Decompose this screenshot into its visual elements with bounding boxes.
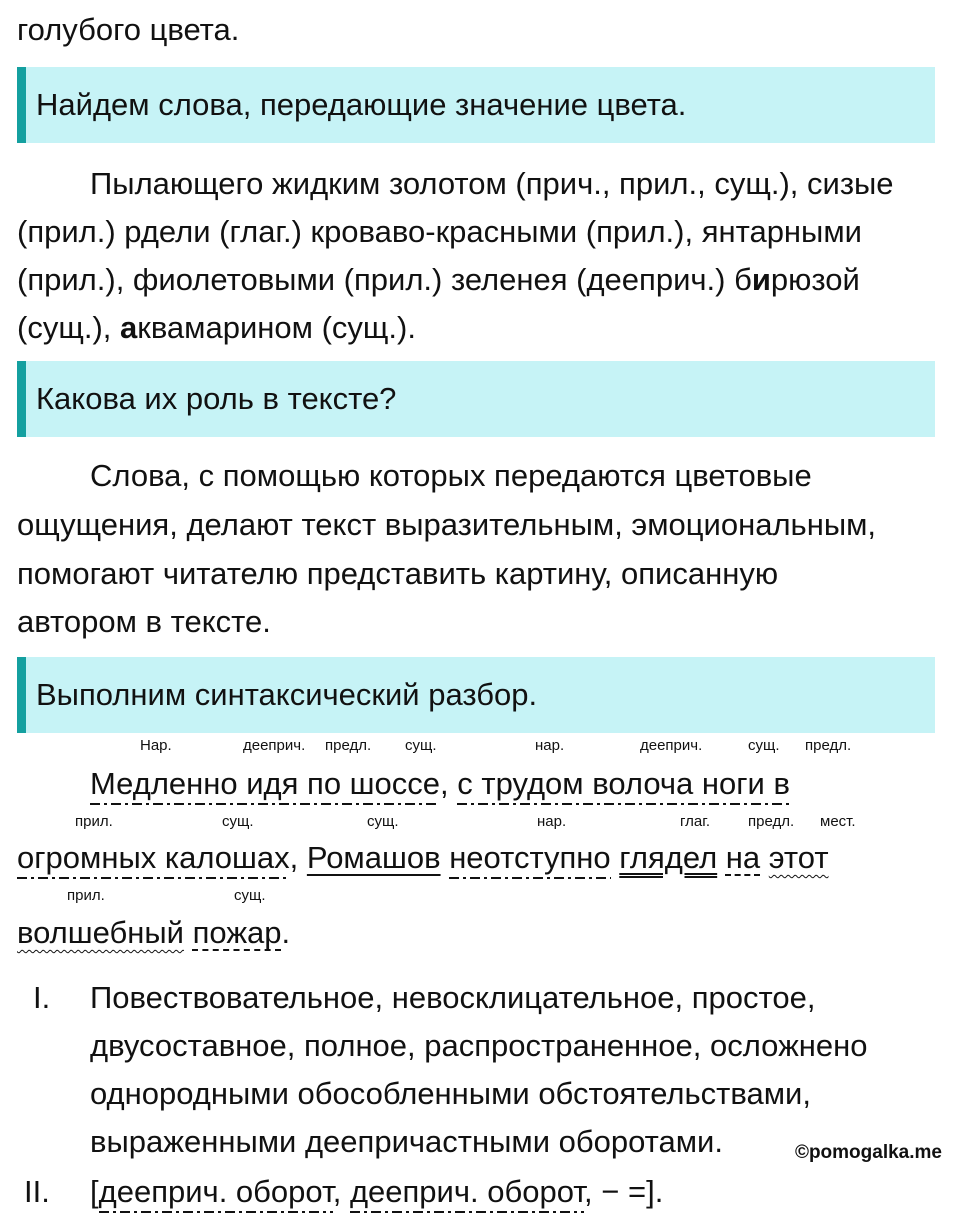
pos-label: предл.: [325, 737, 372, 754]
pos-label: Нар.: [140, 737, 172, 754]
question-box-role: [17, 361, 935, 437]
sentence-line1: [90, 760, 790, 808]
comma: ,: [440, 766, 458, 801]
adverbial-phrase-2a: с трудом волоча ноги в: [457, 766, 790, 805]
question-box-colors: [17, 67, 935, 143]
pos-label: сущ.: [405, 737, 437, 754]
question-box-role-text: Какова их роль в тексте?: [36, 381, 397, 416]
para1-line4: [17, 304, 416, 352]
pos-label: сущ.: [367, 813, 399, 830]
list-number-1: I.: [33, 980, 51, 1015]
sentence-line3: [17, 909, 290, 957]
question-box-colors-text: Найдем слова, передающие значение цвета.: [36, 87, 687, 122]
pos-label: нар.: [535, 737, 565, 754]
pos-label: прил.: [75, 813, 113, 830]
top-line: голубого цвета.: [17, 12, 240, 47]
para1-line3-end: рюзой: [770, 262, 860, 297]
predicate-word: глядел: [619, 840, 718, 875]
para2-line3: помогают читателю представить картину, описанную: [17, 556, 779, 591]
analysis-line2: двусоставное, полное, распространенное, осложнено: [90, 1028, 868, 1063]
para1-line4-end: квамарином (сущ.).: [137, 310, 416, 345]
para1-line3: [17, 256, 860, 304]
stress-letter-a: а: [120, 310, 138, 345]
attribute-word-2: волшебный: [17, 915, 185, 950]
stress-letter-i: и: [751, 262, 771, 297]
sentence-line2: [17, 834, 829, 882]
task-box-parse-text: Выполним синтаксический разбор.: [36, 677, 538, 712]
scheme-phrase-1: дееприч. оборот: [99, 1174, 333, 1213]
object-word: пожар: [192, 915, 282, 950]
pos-label: глаг.: [680, 813, 711, 830]
subject-word: Ромашов: [306, 840, 441, 875]
para1-line4-start: (сущ.),: [17, 310, 120, 345]
adverbial-phrase-2b: огромных калошах: [17, 840, 290, 879]
pos-label: сущ.: [222, 813, 254, 830]
adverbial-word: неотступно: [449, 840, 610, 879]
pos-label: сущ.: [748, 737, 780, 754]
pos-label: нар.: [537, 813, 567, 830]
pos-label: мест.: [820, 813, 856, 830]
pos-label: предл.: [748, 813, 795, 830]
list-number-2: II.: [24, 1174, 50, 1209]
analysis-line4: выраженными деепричастными оборотами.: [90, 1124, 723, 1159]
preposition-word: на: [725, 840, 761, 875]
analysis-line3: однородными обособленными обстоятельствами,: [90, 1076, 811, 1111]
para2-line1: Слова, с помощью которых передаются цветовые: [90, 458, 812, 493]
adverbial-phrase-1: Медленно идя по шоссе: [90, 766, 440, 805]
para1-line1: Пылающего жидким золотом (прич., прил., сущ.), сизые: [90, 166, 894, 201]
pos-label: предл.: [805, 737, 852, 754]
scheme-line: [дееприч. оборот, дееприч. оборот, − =].: [90, 1168, 663, 1216]
analysis-line1: Повествовательное, невосклицательное, простое,: [90, 980, 816, 1015]
scheme-phrase-2: дееприч. оборот: [350, 1174, 584, 1213]
para1-line3-text: (прил.), фиолетовыми (прил.) зеленея (дееприч.) б: [17, 262, 752, 297]
pos-label: дееприч.: [243, 737, 306, 754]
period: .: [281, 915, 291, 950]
pos-label: сущ.: [234, 887, 266, 904]
para2-line4: автором в тексте.: [17, 604, 271, 639]
para1-line2: (прил.) рдели (глаг.) кроваво-красными (прил.), янтарными: [17, 214, 862, 249]
pos-label: прил.: [67, 887, 105, 904]
comma: ,: [289, 840, 307, 875]
attribute-word: этот: [768, 840, 829, 875]
task-box-parse: [17, 657, 935, 733]
para2-line2: ощущения, делают текст выразительным, эмоциональным,: [17, 507, 877, 542]
pos-label: дееприч.: [640, 737, 703, 754]
watermark: ©pomogalka.me: [794, 1142, 942, 1163]
